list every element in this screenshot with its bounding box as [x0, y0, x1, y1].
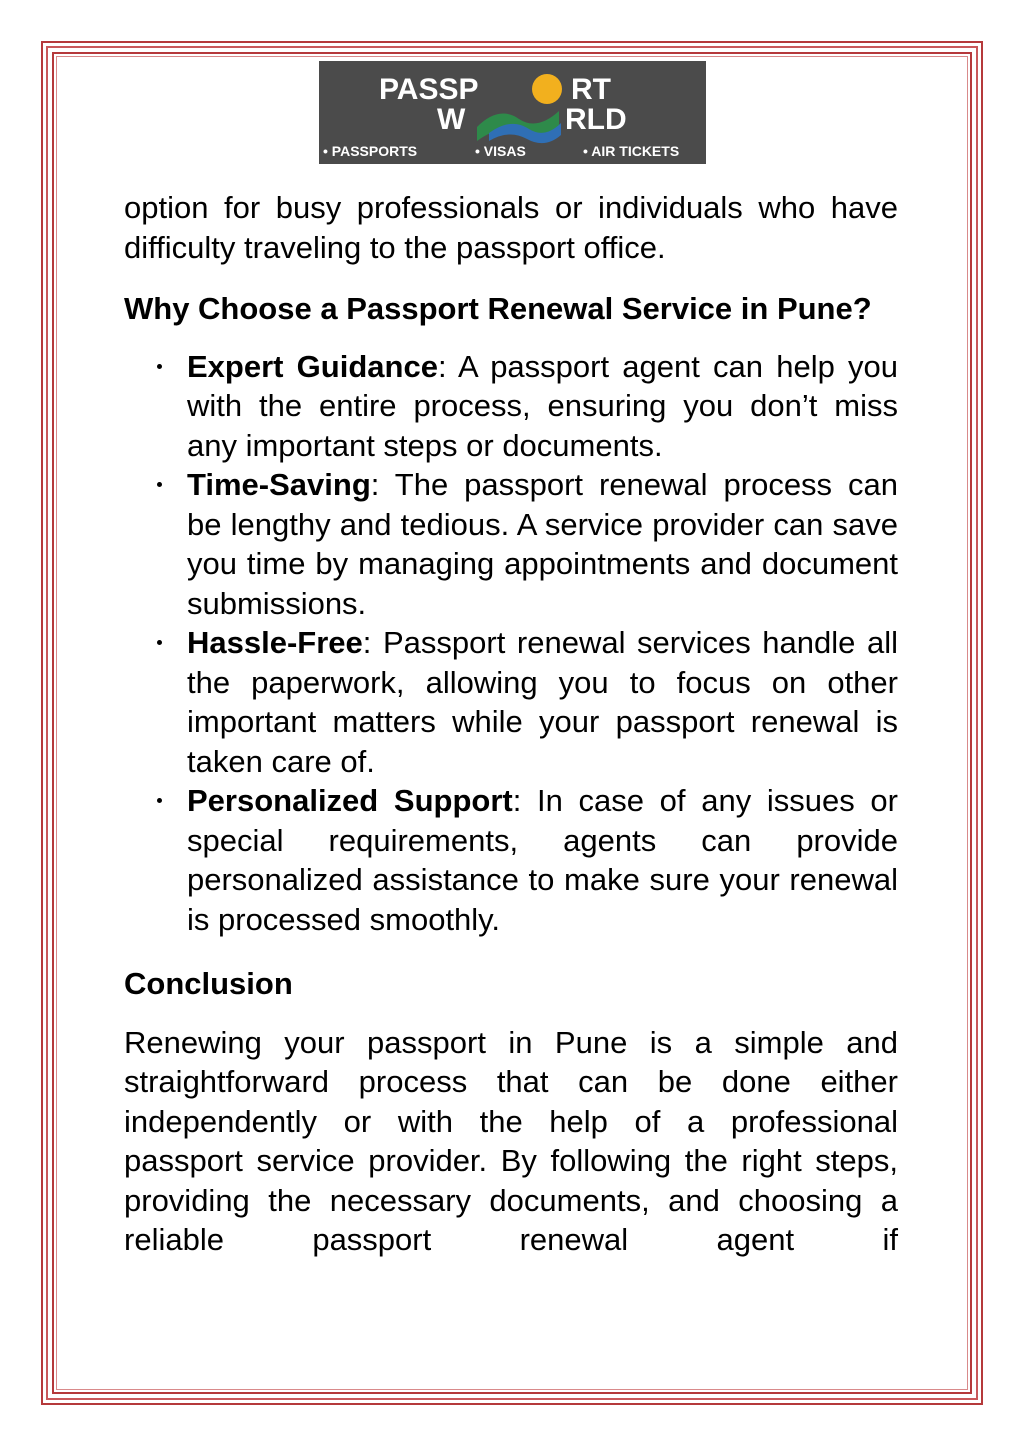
bullet-icon [157, 364, 162, 369]
logo-tagline-visas: • VISAS [475, 143, 526, 159]
benefits-list [124, 347, 898, 940]
benefit-term: Time-Saving [187, 467, 371, 502]
benefit-item-hassle-free [124, 623, 898, 781]
bullet-icon [157, 482, 162, 487]
logo-line1-right: RT [571, 73, 611, 106]
passport-world-logo [319, 61, 706, 164]
benefit-item-personalized-support [124, 781, 898, 939]
benefit-term: Hassle-Free [187, 625, 363, 660]
bullet-icon [157, 640, 162, 645]
logo-line2-left: W [437, 103, 466, 136]
benefit-text: : Passport renewal services handle all the paperwork, allowing you to focus on other important matters while your passport renewal is taken care of. [187, 625, 898, 779]
benefit-term: Personalized Support [187, 783, 513, 818]
why-choose-heading: Why Choose a Passport Renewal Service in Pune? [124, 291, 872, 326]
conclusion-paragraph: Renewing your passport in Pune is a simple and straightforward process that can be done either independently or with the help of a professional passport service provider. By following the right steps, providing the necessary documents, and choosing a reliable passport renewal agent if [124, 1024, 898, 1257]
conclusion-heading: Conclusion [124, 966, 293, 1001]
benefit-item-time-saving [124, 465, 898, 623]
benefit-text: : A passport agent can help you with the entire process, ensuring you don’t miss any important steps or documents. [187, 348, 898, 463]
benefit-item-expert-guidance [124, 347, 898, 466]
logo-line2-right: RLD [565, 103, 627, 136]
logo-sun-icon [532, 74, 562, 104]
intro-paragraph: option for busy professionals or individuals who have difficulty traveling to the passport office. [124, 190, 898, 265]
bullet-icon [157, 798, 162, 803]
benefit-text: : In case of any issues or special requirements, agents can provide personalized assistance to make sure your renewal is processed smoothly. [187, 783, 898, 937]
logo-tagline-air-tickets: • AIR TICKETS [583, 143, 680, 159]
logo-tagline-passports: • PASSPORTS [323, 143, 418, 159]
benefit-text: : The passport renewal process can be lengthy and tedious. A service provider can save you time by managing appointments and document submissions. [187, 467, 898, 621]
document-body [124, 188, 898, 1260]
logo-line1-left: PASSP [379, 73, 479, 106]
benefit-term: Expert Guidance [187, 348, 438, 384]
